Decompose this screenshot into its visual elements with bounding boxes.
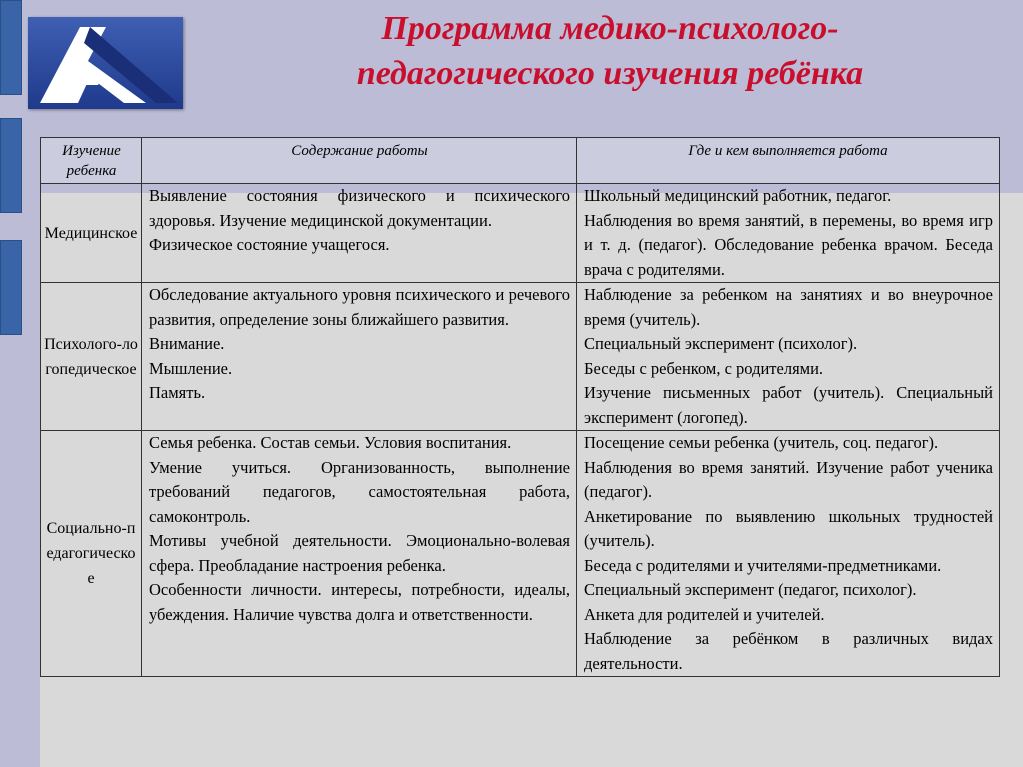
performer-item: Анкетирование по выявлению школьных трудностей (учитель). xyxy=(584,506,993,550)
table-row xyxy=(41,184,1000,283)
performer-item: Посещение семьи ребенка (учитель, соц. педагог). xyxy=(584,433,939,452)
content-cell xyxy=(142,283,577,431)
content-item: Физическое состояние учащегося. xyxy=(149,235,390,254)
content-cell xyxy=(142,431,577,677)
content-item: Выявление состояния физического и психического здоровья. Изучение медицинской документации. xyxy=(149,186,570,230)
performer-item: Специальный эксперимент (педагог, психолог). xyxy=(584,580,917,599)
content-item: Мышление. xyxy=(149,358,233,378)
study-area: Медицинское xyxy=(41,184,142,283)
study-program-table xyxy=(40,137,1000,677)
performer-item: Беседы с ребенком, с родителями. xyxy=(584,358,824,378)
page-title xyxy=(215,6,1005,96)
table-header-row xyxy=(41,138,1000,184)
column-header: Изучение ребенка xyxy=(41,138,142,184)
performer-item: Наблюдения во время занятий. Изучение работ ученика (педагог). xyxy=(584,457,993,501)
study-area: Социально-педагогическое xyxy=(41,431,142,677)
column-header: Где и кем выполняется работа xyxy=(577,138,1000,184)
content-cell xyxy=(142,184,577,283)
performer-item: Наблюдения во время занятий, в перемены, во время игр и т. д. (педагог). Обследование ребенка врачом. Беседа врача с родителями. xyxy=(584,210,993,279)
performer-item: Наблюдение за ребёнком в различных видах деятельности. xyxy=(584,629,993,673)
side-tab xyxy=(0,118,22,213)
title-line-2: педагогического изучения ребёнка xyxy=(356,55,864,92)
content-item: Особенности личности. интересы, потребности, идеалы, убеждения. Наличие чувства долга и ответственности. xyxy=(149,580,570,624)
table-row xyxy=(41,431,1000,677)
performer-cell xyxy=(577,431,1000,677)
content-item: Семья ребенка. Состав семьи. Условия воспитания. xyxy=(149,433,512,452)
side-tab xyxy=(0,240,22,335)
side-tab xyxy=(0,0,22,95)
performer-item: Наблюдение за ребенком на занятиях и во внеурочное время (учитель). xyxy=(584,285,993,329)
performer-item: Анкета для родителей и учителей. xyxy=(584,604,825,624)
content-item: Обследование актуального уровня психического и речевого развития, определение зоны ближайшего развития. xyxy=(149,285,570,329)
content-item: Память. xyxy=(149,383,206,402)
performer-item: Школьный медицинский работник, педагог. xyxy=(584,186,892,205)
performer-item: Специальный эксперимент (психолог). xyxy=(584,334,858,353)
content-item: Мотивы учебной деятельности. Эмоционально-волевая сфера. Преобладание настроения ребенка. xyxy=(149,531,570,575)
study-area: Психолого-логопедическое xyxy=(41,283,142,431)
table-row xyxy=(41,283,1000,431)
content-item: Внимание. xyxy=(149,334,225,353)
performer-item: Изучение письменных работ (учитель). Специальный эксперимент (логопед). xyxy=(584,383,993,427)
column-header: Содержание работы xyxy=(142,138,577,184)
title-line-1: Программа медико-психолого- xyxy=(381,10,839,47)
letter-a-logo-icon xyxy=(28,17,183,109)
performer-cell xyxy=(577,283,1000,431)
performer-item: Беседа с родителями и учителями-предметниками. xyxy=(584,555,942,575)
performer-cell xyxy=(577,184,1000,283)
content-item: Умение учиться. Организованность, выполнение требований педагогов, самостоятельная работа, самоконтроль. xyxy=(149,457,570,526)
